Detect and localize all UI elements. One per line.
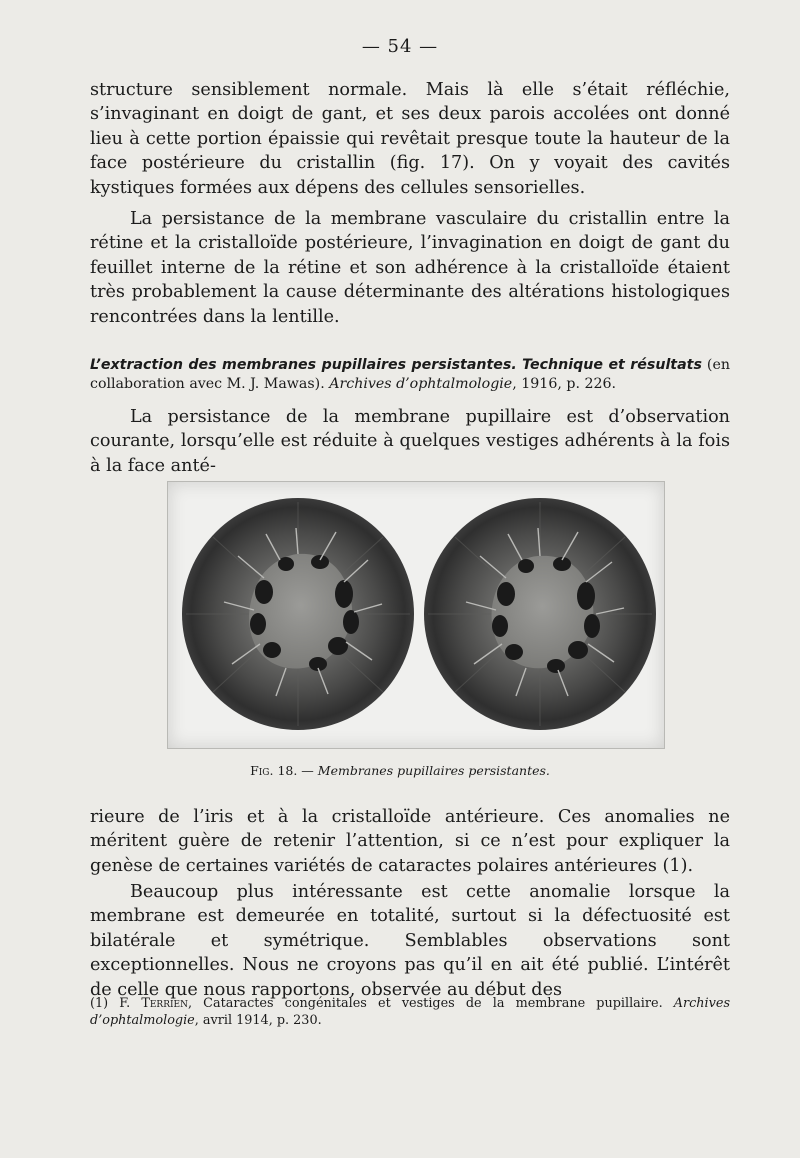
paragraph-2 bbox=[90, 207, 730, 329]
right-iris bbox=[424, 498, 656, 730]
footnote-marker: (1) bbox=[90, 996, 120, 1011]
paragraph-1-text: structure sensiblement normale. Mais là elle s’était réfléchie, s’invaginant en doigt de gant, et ses deux parois accolées ont donné lieu à cette portion épaissie qui revêtait presque toute la hauteur de la face postérieure du cristallin (fig. 17). On y voyait des cavités kystiques formées aux dépens des cellules sensorielles. bbox=[90, 80, 730, 198]
publication-details: , 1916, p. 226. bbox=[512, 376, 617, 392]
figure-caption bbox=[0, 763, 800, 778]
left-iris bbox=[182, 498, 414, 730]
footnote-details: , avril 1914, p. 230. bbox=[194, 1013, 322, 1028]
paragraph-3 bbox=[90, 405, 730, 478]
footnote-journal: Archives d’ophtalmologie bbox=[90, 996, 731, 1028]
paragraph-4-text: rieure de l’iris et à la cristalloïde antérieure. Ces anomalies ne méritent guère de retenir l’attention, si ce n’est pour expliquer la genèse de certaines variétés de cataractes polaires antérieures (1). bbox=[90, 807, 730, 876]
figure-18-photograph bbox=[167, 481, 665, 749]
page-number: — 54 — bbox=[361, 36, 439, 57]
figure-caption-text: Membranes pupillaires persistantes. bbox=[317, 763, 550, 778]
paragraph-3-text: La persistance de la membrane pupillaire est d’observation courante, lorsqu’elle est réduite à quelques vestiges adhérents à la fois à la face anté- bbox=[90, 407, 730, 476]
footnote bbox=[90, 995, 730, 1029]
publication-title: L’extraction des membranes pupillaires persistantes. Technique et résultats bbox=[90, 357, 702, 373]
figure-label: Fig. 18. bbox=[250, 763, 298, 778]
publication-heading bbox=[90, 356, 730, 394]
paragraph-4 bbox=[90, 805, 730, 878]
footnote-author: F. Terrien bbox=[119, 996, 188, 1011]
iris-photograph-svg bbox=[168, 482, 664, 748]
footnote-text: , Cataractes congénitales et vestiges de la membrane pupillaire. bbox=[187, 996, 674, 1011]
publication-collaboration: (en collaboration avec M. J. Mawas). bbox=[90, 357, 730, 392]
figure-dash: — bbox=[297, 763, 318, 778]
publication-journal: Archives d’ophtalmologie bbox=[329, 376, 513, 392]
paragraph-1 bbox=[90, 78, 730, 200]
paragraph-5 bbox=[90, 880, 730, 1002]
paragraph-5-text: Beaucoup plus intéressante est cette anomalie lorsque la membrane est demeurée en totalité, surtout si la défectuosité est bilatérale et symétrique. Semblables observations sont exceptionnelles. Nous ne croyons pas qu’il en ait été publié. L’intérêt de celle que nous rapportons, observée au début des bbox=[90, 882, 730, 1000]
paragraph-2-text: La persistance de la membrane vasculaire du cristallin entre la rétine et la cristalloïde postérieure, l’invagination en doigt de gant du feuillet interne de la rétine et son adhérence à la cristalloïde étaient très probablement la cause déterminante des altérations histologiques rencontrées dans la lentille. bbox=[90, 209, 730, 327]
